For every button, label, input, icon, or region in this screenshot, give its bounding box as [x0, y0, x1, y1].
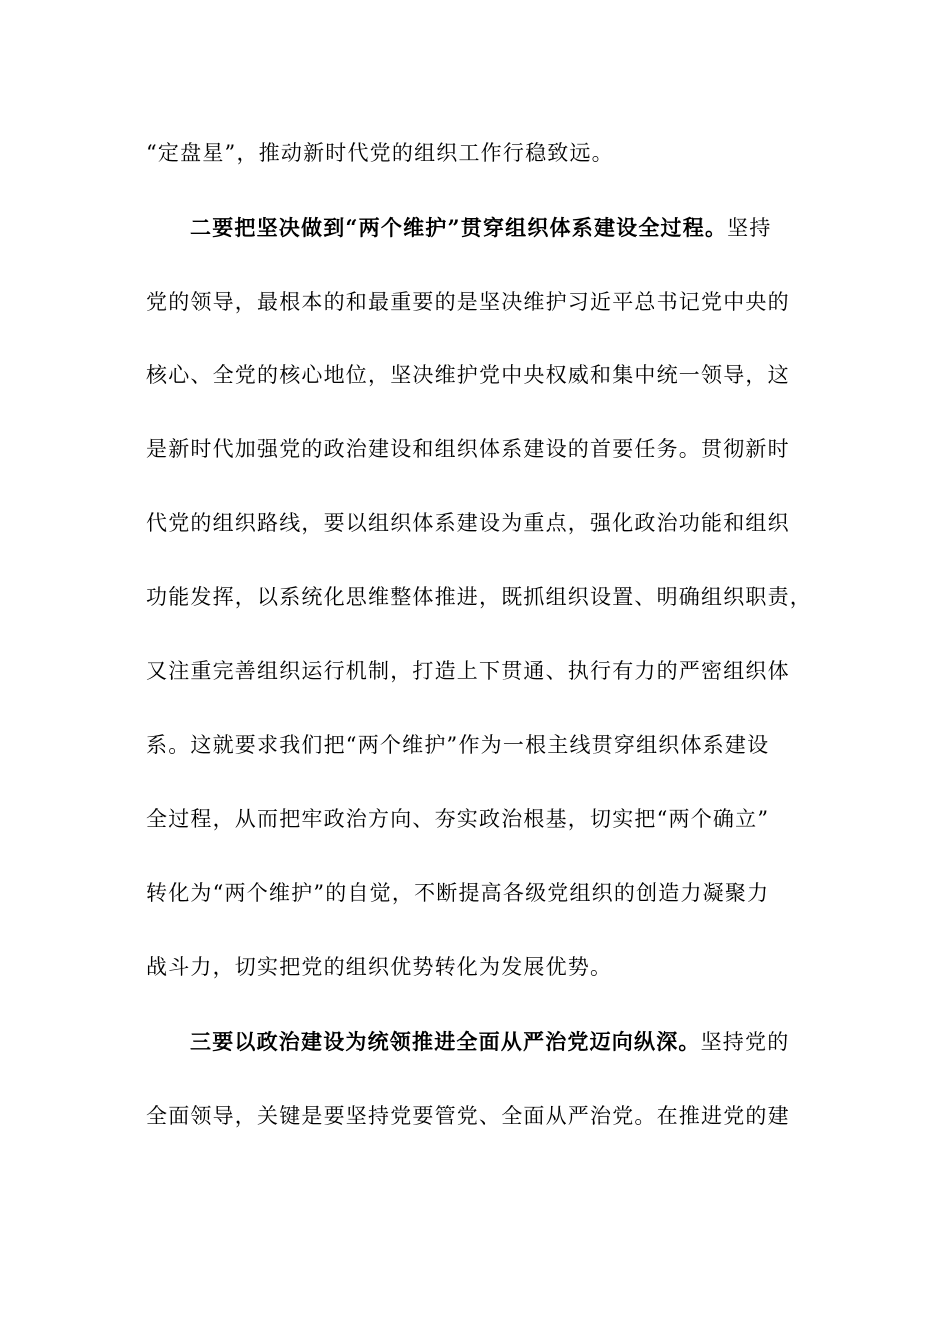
text-line — [146, 433, 806, 465]
text-line — [146, 951, 806, 983]
line-text: 转化为“两个维护”的自觉，不断提高各级党组织的创造力凝聚力 — [146, 881, 770, 905]
line-text: “定盘星”，推动新时代党的组织工作行稳致远。 — [146, 141, 614, 165]
line-text: 核心、全党的核心地位，坚决维护党中央权威和集中统一领导，这 — [146, 363, 790, 387]
paragraph-heading: 三要以政治建设为统领推进全面从严治党迈向纵深。 — [190, 1029, 701, 1054]
line-text: 代党的组织路线，要以组织体系建设为重点，强化政治功能和组织 — [146, 511, 790, 535]
text-line — [146, 359, 806, 391]
text-line — [146, 137, 806, 169]
line-text: 又注重完善组织运行机制，打造上下贯通、执行有力的严密组织体 — [146, 659, 790, 683]
line-text: 战斗力，切实把党的组织优势转化为发展优势。 — [146, 955, 613, 979]
text-line — [146, 286, 806, 318]
text-line — [146, 655, 806, 687]
text-line — [146, 803, 806, 835]
paragraph-heading: 二要把坚决做到“两个维护”贯穿组织体系建设全过程。 — [190, 215, 728, 240]
line-text: 全面领导，关键是要坚持党要管党、全面从严治党。在推进党的建 — [146, 1104, 790, 1128]
paragraph-heading-line — [190, 212, 806, 244]
text-line — [146, 581, 812, 613]
line-text: 是新时代加强党的政治建设和组织体系建设的首要任务。贯彻新时 — [146, 437, 790, 461]
line-text: 全过程，从而把牢政治方向、夯实政治根基，切实把“两个确立” — [146, 807, 770, 831]
text-line — [146, 507, 806, 539]
line-text: 系。这就要求我们把“两个维护”作为一根主线贯穿组织体系建设 — [146, 733, 770, 757]
line-text: 坚持党的 — [700, 1030, 790, 1054]
text-line — [146, 1100, 806, 1132]
text-line — [146, 877, 806, 909]
line-text: 功能发挥，以系统化思维整体推进，既抓组织设置、明确组织职责， — [146, 585, 812, 609]
line-text: 坚持 — [727, 216, 772, 240]
line-text: 党的领导，最根本的和最重要的是坚决维护习近平总书记党中央的 — [146, 290, 790, 314]
text-line — [146, 729, 806, 761]
paragraph-heading-line — [190, 1026, 806, 1058]
